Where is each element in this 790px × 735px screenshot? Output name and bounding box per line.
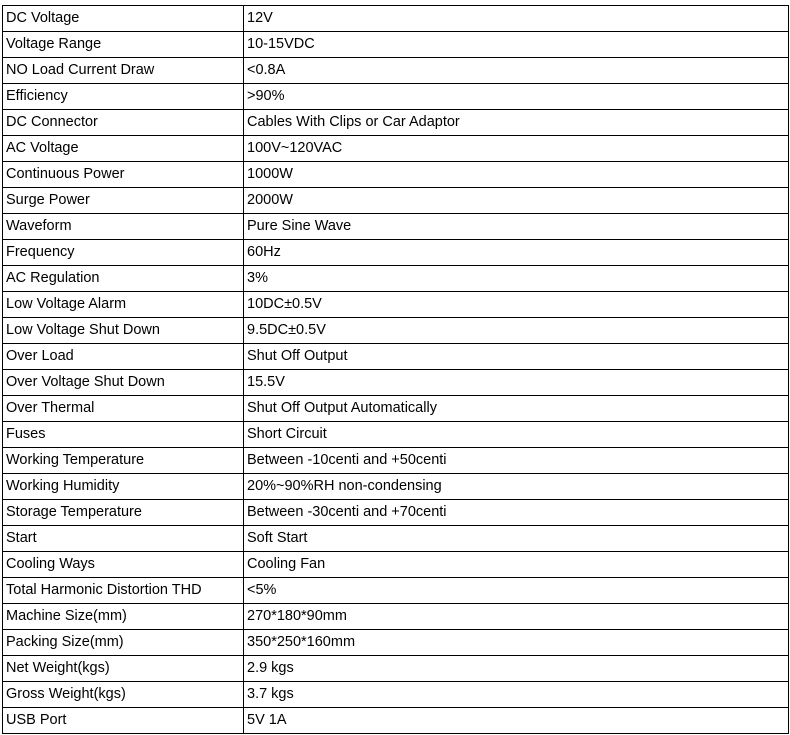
spec-value-cell: 2.9 kgs [244,656,789,682]
spec-label-cell: Voltage Range [3,32,244,58]
table-row [3,630,789,656]
table-row [3,422,789,448]
spec-label-cell: Over Voltage Shut Down [3,370,244,396]
table-row [3,448,789,474]
spec-value-cell: Between -10centi and +50centi [244,448,789,474]
table-row [3,370,789,396]
spec-value-cell: Soft Start [244,526,789,552]
spec-value-cell: <5% [244,578,789,604]
spec-label-cell: Low Voltage Alarm [3,292,244,318]
table-row [3,604,789,630]
table-row [3,396,789,422]
spec-label-cell: AC Voltage [3,136,244,162]
table-row [3,110,789,136]
spec-table [2,5,789,734]
spec-label-cell: NO Load Current Draw [3,58,244,84]
table-row [3,578,789,604]
spec-value-cell: Cooling Fan [244,552,789,578]
spec-label-cell: Net Weight(kgs) [3,656,244,682]
spec-value-cell: Pure Sine Wave [244,214,789,240]
spec-label-cell: Over Thermal [3,396,244,422]
spec-label-cell: Total Harmonic Distortion THD [3,578,244,604]
spec-value-cell: Shut Off Output [244,344,789,370]
spec-label-cell: Packing Size(mm) [3,630,244,656]
spec-value-cell: 12V [244,6,789,32]
spec-value-cell: Cables With Clips or Car Adaptor [244,110,789,136]
spec-value-cell: <0.8A [244,58,789,84]
table-row [3,526,789,552]
table-row [3,266,789,292]
spec-value-cell: 60Hz [244,240,789,266]
table-row [3,292,789,318]
spec-label-cell: Working Temperature [3,448,244,474]
spec-label-cell: Fuses [3,422,244,448]
table-row [3,58,789,84]
spec-label-cell: AC Regulation [3,266,244,292]
spec-label-cell: Cooling Ways [3,552,244,578]
spec-value-cell: 1000W [244,162,789,188]
table-row [3,552,789,578]
table-row [3,708,789,734]
spec-label-cell: Start [3,526,244,552]
spec-value-cell: Shut Off Output Automatically [244,396,789,422]
spec-value-cell: 2000W [244,188,789,214]
spec-label-cell: Storage Temperature [3,500,244,526]
spec-value-cell: Between -30centi and +70centi [244,500,789,526]
spec-label-cell: Over Load [3,344,244,370]
spec-value-cell: Short Circuit [244,422,789,448]
spec-value-cell: 9.5DC±0.5V [244,318,789,344]
table-row [3,656,789,682]
spec-label-cell: Gross Weight(kgs) [3,682,244,708]
table-row [3,240,789,266]
spec-label-cell: Continuous Power [3,162,244,188]
spec-label-cell: USB Port [3,708,244,734]
spec-label-cell: Machine Size(mm) [3,604,244,630]
spec-value-cell: 100V~120VAC [244,136,789,162]
table-row [3,32,789,58]
spec-value-cell: 5V 1A [244,708,789,734]
spec-value-cell: 10-15VDC [244,32,789,58]
table-row [3,474,789,500]
spec-value-cell: 10DC±0.5V [244,292,789,318]
spec-value-cell: >90% [244,84,789,110]
spec-value-cell: 15.5V [244,370,789,396]
table-row [3,84,789,110]
spec-value-cell: 350*250*160mm [244,630,789,656]
spec-label-cell: Working Humidity [3,474,244,500]
spec-label-cell: DC Connector [3,110,244,136]
spec-label-cell: Low Voltage Shut Down [3,318,244,344]
spec-value-cell: 270*180*90mm [244,604,789,630]
spec-label-cell: Frequency [3,240,244,266]
spec-value-cell: 3.7 kgs [244,682,789,708]
table-row [3,188,789,214]
table-row [3,136,789,162]
table-row [3,318,789,344]
spec-label-cell: Efficiency [3,84,244,110]
spec-label-cell: Surge Power [3,188,244,214]
table-row [3,6,789,32]
table-row [3,500,789,526]
spec-label-cell: DC Voltage [3,6,244,32]
spec-value-cell: 3% [244,266,789,292]
table-row [3,162,789,188]
table-row [3,214,789,240]
spec-value-cell: 20%~90%RH non-condensing [244,474,789,500]
spec-label-cell: Waveform [3,214,244,240]
spec-table-body [3,6,789,734]
table-row [3,344,789,370]
table-row [3,682,789,708]
